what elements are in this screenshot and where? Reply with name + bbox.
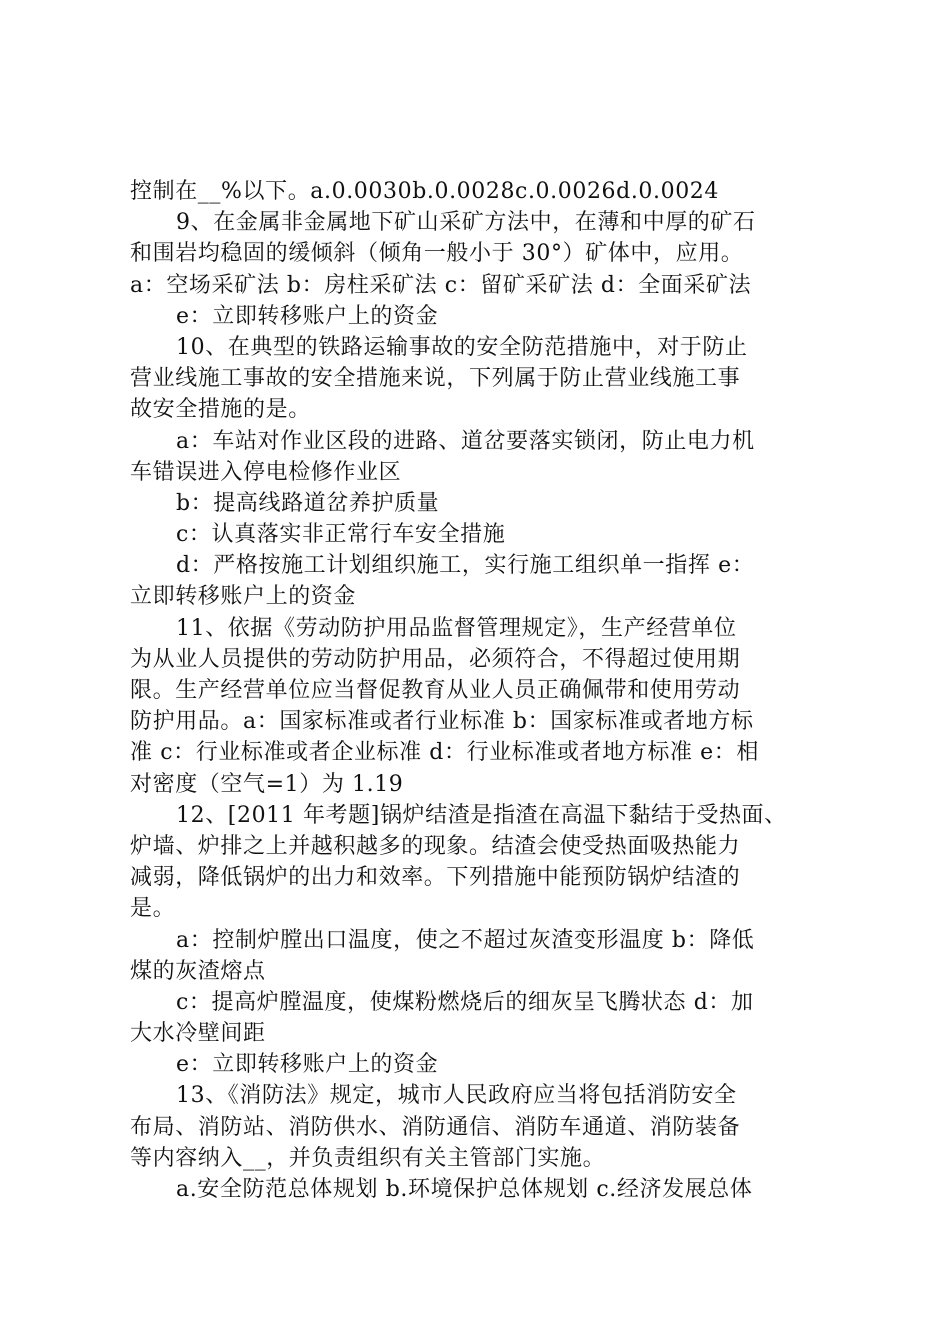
text-line: 限。生产经营单位应当督促教育从业人员正确佩带和使用劳动	[130, 678, 741, 703]
text-line: 炉墙、炉排之上并越积越多的现象。结渣会使受热面吸热能力	[130, 833, 741, 859]
text-line: d：严格按施工计划组织施工，实行施工组织单一指挥 e：	[176, 553, 755, 579]
document-body	[130, 176, 834, 1205]
text-line: 准 c：行业标准或者企业标准 d：行业标准或者地方标准 e：相	[130, 740, 760, 766]
text-line: 和围岩均稳固的缓倾斜（倾角一般小于 30°）矿体中，应用。	[130, 241, 744, 267]
text-line: a：空场采矿法 b：房柱采矿法 c：留矿采矿法 d：全面采矿法	[130, 272, 752, 298]
text-line: 车错误进入停电检修作业区	[130, 459, 402, 485]
text-line: a：车站对作业区段的进路、道岔要落实锁闭，防止电力机	[176, 428, 755, 454]
text-line: 煤的灰渣熔点	[130, 958, 266, 984]
text-line: 11、依据《劳动防护用品监督管理规定》，生产经营单位	[176, 615, 737, 641]
text-line: 是。	[130, 896, 176, 922]
text-line: 10、在典型的铁路运输事故的安全防范措施中，对于防止	[176, 334, 748, 360]
text-line: b：提高线路道岔养护质量	[176, 490, 440, 516]
text-line: e：立即转移账户上的资金	[176, 1052, 439, 1078]
text-line: 立即转移账户上的资金	[130, 584, 357, 610]
text-line: 为从业人员提供的劳动防护用品，必须符合，不得超过使用期	[130, 646, 741, 672]
text-line: 13、《消防法》规定，城市人民政府应当将包括消防安全	[176, 1083, 737, 1109]
text-line: 减弱，降低锅炉的出力和效率。下列措施中能预防锅炉结渣的	[130, 865, 741, 891]
text-line: 对密度（空气=1）为 1.19	[130, 771, 404, 797]
text-line: 防护用品。a：国家标准或者行业标准 b：国家标准或者地方标	[130, 709, 754, 735]
text-line: 等内容纳入__，并负责组织有关主管部门实施。	[130, 1145, 606, 1171]
text-line: a：控制炉膛出口温度，使之不超过灰渣变形温度 b：降低	[176, 927, 755, 953]
text-line: 大水冷壁间距	[130, 1021, 266, 1047]
text-line: 营业线施工事故的安全措施来说，下列属于防止营业线施工事	[130, 366, 741, 392]
text-line: c：提高炉膛温度，使煤粉燃烧后的细灰呈飞腾状态 d：加	[176, 989, 754, 1015]
text-line: 故安全措施的是。	[130, 397, 311, 423]
text-line: a.安全防范总体规划 b.环境保护总体规划 c.经济发展总体	[176, 1177, 753, 1202]
text-line: 控制在__%以下。a.0.0030b.0.0028c.0.0026d.0.0024	[130, 179, 719, 204]
text-line: 12、[2011 年考题]锅炉结渣是指渣在高温下黏结于受热面、	[176, 802, 787, 828]
text-line: 布局、消防站、消防供水、消防通信、消防车通道、消防装备	[130, 1114, 741, 1140]
text-line: 9、在金属非金属地下矿山采矿方法中，在薄和中厚的矿石	[176, 210, 756, 236]
text-line: e：立即转移账户上的资金	[176, 303, 439, 329]
text-line: c：认真落实非正常行车安全措施	[176, 522, 506, 548]
